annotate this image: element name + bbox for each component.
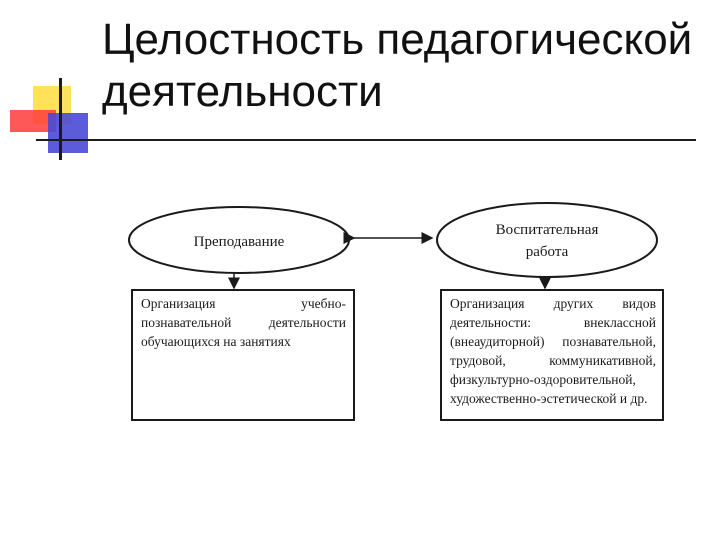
slide-title-line-1: Целостность педагогической [102,15,693,64]
upbringing-description-text: Организация других видов деятельности: внеклассной (внеаудиторной) познавательной, трудовой, коммуникативной, физкультурно-оздоровительной, художественно-эстетической и др. [450,296,656,406]
upbringing-node-ellipse [437,203,657,277]
slide-title-line-2: деятельности [102,67,383,116]
teaching-node-label: Преподавание [193,234,285,250]
teaching-description-text: Организация учебно-познавательной деятельности обучающихся на занятиях [141,296,346,349]
upbringing-node-label-line-1: Воспитательная [495,222,599,238]
upbringing-node-label-line-2: работа [525,244,569,260]
